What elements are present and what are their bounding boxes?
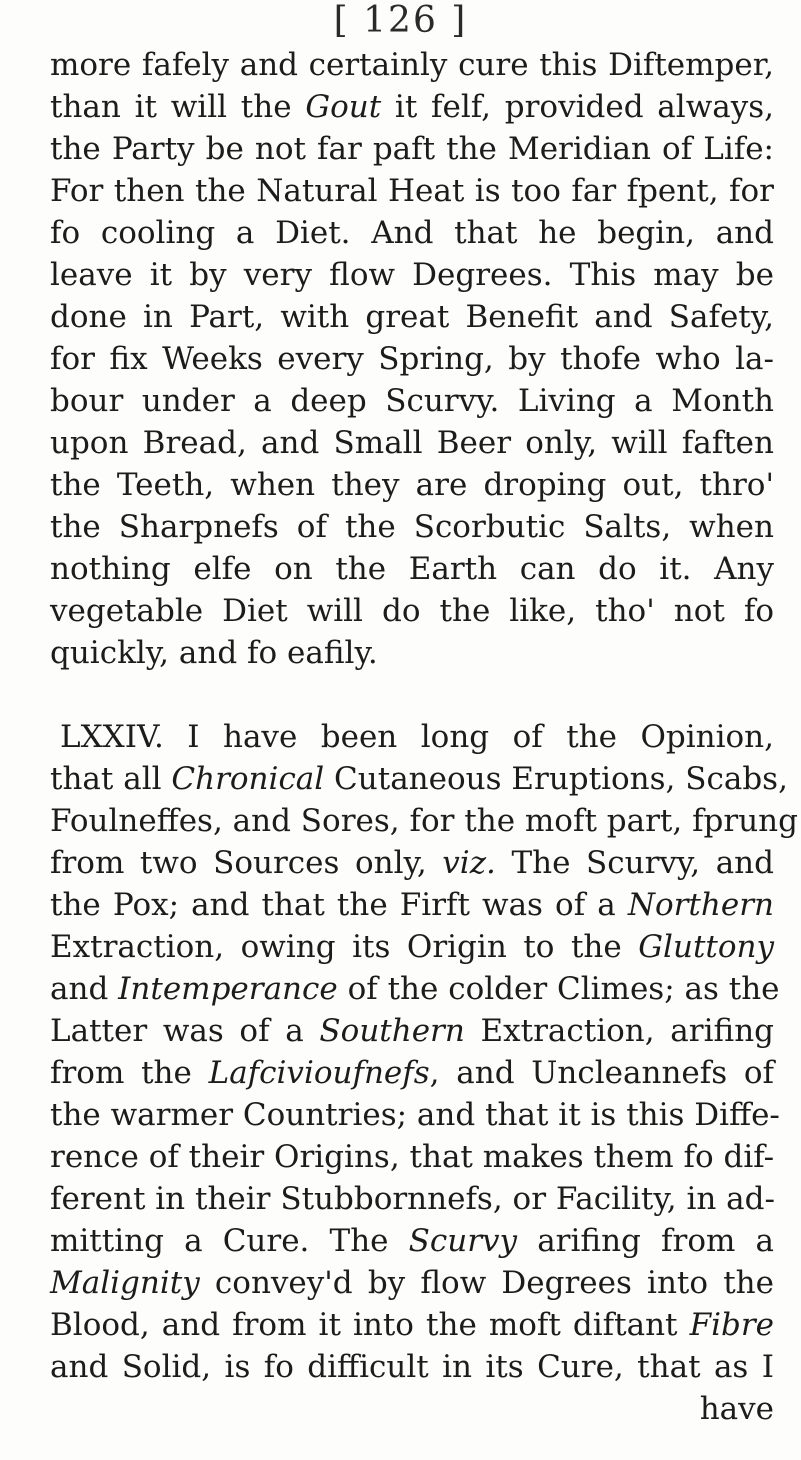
text-line [50, 380, 774, 422]
text-line [50, 1136, 774, 1178]
text-line [50, 716, 774, 758]
italic-text: Scurvy [408, 1223, 518, 1259]
text-line [50, 86, 774, 128]
text-line [50, 338, 774, 380]
text-line [50, 1220, 774, 1262]
text-segment: convey'd by flow Degrees into the [199, 1265, 774, 1301]
italic-text: Gluttony [638, 929, 774, 965]
text-segment: it felf, provided always, [381, 89, 774, 125]
text-line [50, 170, 774, 212]
italic-text: Malignity [50, 1265, 200, 1301]
italic-text: Chronical [171, 761, 325, 797]
text-segment: LXXIV. I have been long of the Opinion, [60, 719, 774, 755]
text-line [50, 842, 774, 884]
catchword: have [699, 1391, 774, 1427]
text-line [50, 296, 774, 338]
text-segment: vegetable Diet will do the like, tho' not fo [50, 593, 774, 629]
text-segment: the warmer Countries; and that it is this Diffe- [50, 1097, 780, 1133]
text-line [50, 1304, 774, 1346]
text-segment: and [50, 971, 119, 1007]
text-segment: Cutaneous Eruptions, Scabs, [324, 761, 788, 797]
text-line [50, 128, 774, 170]
text-line [50, 548, 774, 590]
text-segment: Extraction, arifing [464, 1013, 774, 1049]
text-line [50, 968, 780, 1010]
text-line [50, 758, 788, 800]
body-text [50, 44, 798, 1430]
text-segment: nothing elfe on the Earth can do it. Any [50, 551, 774, 587]
text-line [50, 590, 774, 632]
italic-text: Gout [305, 89, 382, 125]
text-line [50, 44, 774, 86]
text-segment: done in Part, with great Benefit and Safety, [50, 299, 774, 335]
text-line [50, 926, 774, 968]
text-segment: the Party be not far paft the Meridian of Life: [50, 131, 774, 167]
text-segment: the Sharpnefs of the Scorbutic Salts, when [50, 509, 774, 545]
italic-text: viz. [442, 845, 496, 881]
text-segment: For then the Natural Heat is too far fpent, for [50, 173, 774, 209]
text-line [50, 506, 774, 548]
text-segment: the Pox; and that the Firft was of a [50, 887, 628, 923]
italic-text: Northern [627, 887, 774, 923]
text-segment: from two Sources only, [50, 845, 443, 881]
text-line [50, 1052, 774, 1094]
italic-text: Fibre [689, 1307, 774, 1343]
text-segment: for fix Weeks every Spring, by thofe who la- [50, 341, 774, 377]
text-line [50, 1346, 774, 1388]
paragraph [50, 44, 774, 674]
text-segment: upon Bread, and Small Beer only, will faften [50, 425, 774, 461]
italic-text: Lafcivioufnefs [208, 1055, 430, 1091]
text-segment: The Scurvy, and [495, 845, 774, 881]
text-segment: and Solid, is fo difficult in its Cure, that as I [50, 1349, 774, 1385]
paragraph-gap [50, 674, 774, 716]
text-segment: the Teeth, when they are droping out, thro' [50, 467, 774, 503]
text-segment: Extraction, owing its Origin to the [50, 929, 639, 965]
text-line [50, 422, 774, 464]
text-segment: rence of their Origins, that makes them fo dif- [50, 1139, 775, 1175]
text-line [50, 212, 774, 254]
text-segment: from the [50, 1055, 209, 1091]
text-segment: Blood, and from it into the moft diftant [50, 1307, 690, 1343]
text-line [50, 884, 774, 926]
text-line [50, 1262, 774, 1304]
paragraph [50, 716, 798, 1388]
text-line [50, 632, 774, 674]
text-segment: mitting a Cure. The [50, 1223, 409, 1259]
text-line [50, 800, 798, 842]
text-segment: arifing from a [517, 1223, 774, 1259]
text-segment: more fafely and certainly cure this Diftemper, [50, 47, 774, 83]
text-segment: leave it by very flow Degrees. This may be [50, 257, 774, 293]
page-number: [ 126 ] [333, 0, 468, 41]
italic-text: Southern [319, 1013, 465, 1049]
text-line [50, 254, 774, 296]
text-segment: Foulneffes, and Sores, for the moft part, fprung [50, 803, 798, 839]
text-segment: bour under a deep Scurvy. Living a Month [50, 383, 774, 419]
text-segment: quickly, and fo eafily. [50, 635, 378, 671]
text-segment: ferent in their Stubbornnefs, or Facility, in ad- [50, 1181, 775, 1217]
text-line [50, 1010, 774, 1052]
text-segment: Latter was of a [50, 1013, 320, 1049]
text-segment: than it will the [50, 89, 306, 125]
text-segment: of the colder Climes; as the [337, 971, 780, 1007]
italic-text: Intemperance [118, 971, 338, 1007]
text-segment: , and Uncleannefs of [429, 1055, 775, 1091]
text-line [50, 464, 774, 506]
text-line [50, 1178, 774, 1220]
text-segment: that all [50, 761, 172, 797]
text-line [50, 1094, 780, 1136]
text-segment: fo cooling a Diet. And that he begin, and [50, 215, 774, 251]
